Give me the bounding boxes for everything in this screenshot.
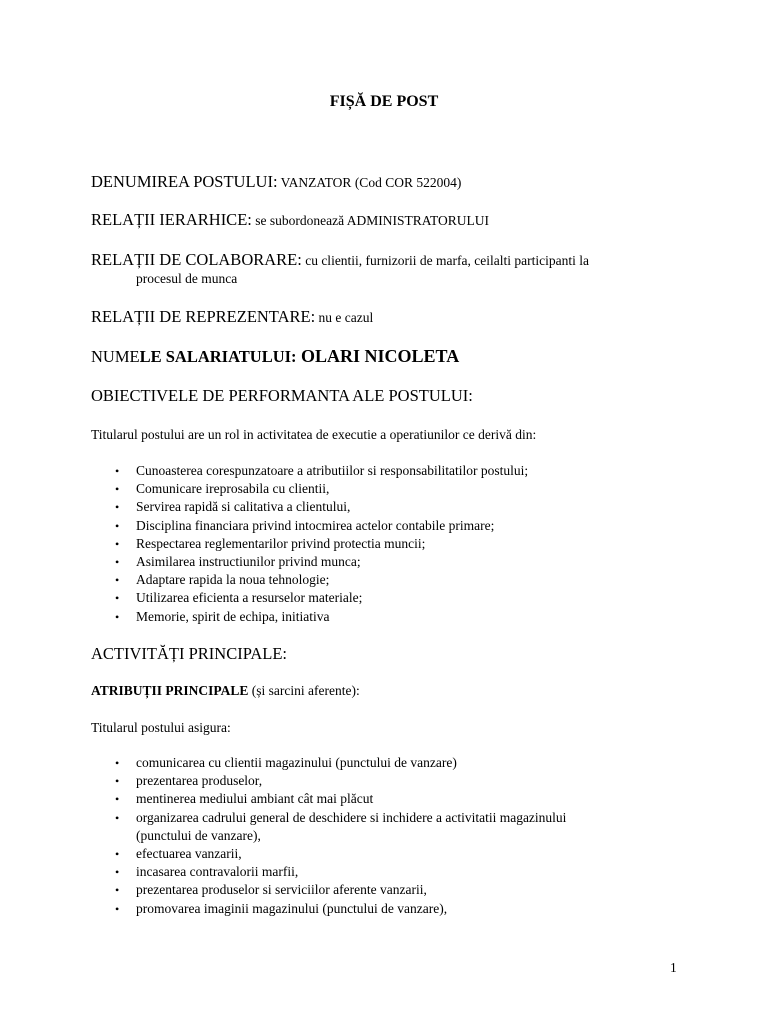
list-item: • Cunoasterea corespunzatoare a atributiilor si responsabilitatilor postului;: [91, 462, 528, 480]
bullet-icon: •: [115, 609, 120, 624]
list-item: • Adaptare rapida la noua tehnologie;: [91, 571, 528, 589]
list-item: • mentinerea mediului ambiant cât mai plăcut: [91, 790, 566, 808]
field-denumire: [91, 173, 461, 192]
bullet-icon: •: [115, 810, 120, 825]
activities-heading: ACTIVITĂȚI PRINCIPALE:: [91, 644, 288, 663]
list-item: • comunicarea cu clientii magazinului (punctului de vanzare): [91, 754, 566, 772]
bullet-icon: •: [115, 518, 120, 533]
list-item: • Memorie, spirit de echipa, initiativa: [91, 608, 528, 626]
salariat-label-normal: NUME: [91, 347, 140, 366]
bullet-icon: •: [115, 792, 120, 807]
salariat-label-bold: LE SALARIATULUI:: [139, 347, 297, 366]
list-item-continued: (punctului de vanzare),: [136, 827, 261, 843]
atributii-label-normal: (și sarcini aferente):: [248, 683, 360, 698]
objectives-heading: OBIECTIVELE DE PERFORMANTA ALE POSTULUI:: [91, 386, 473, 405]
atributii-label-bold: ATRIBUȚII PRINCIPALE: [91, 683, 249, 698]
bullet-icon: •: [115, 847, 120, 862]
field-colaborare: [91, 251, 589, 270]
reprezentare-label: RELAȚII DE REPREZENTARE:: [91, 307, 316, 326]
atributii-heading: [91, 682, 360, 700]
objectives-intro: Titularul postului are un rol in activitatea de executie a operatiunilor ce derivă din:: [91, 427, 537, 442]
bullet-icon: •: [115, 901, 120, 916]
field-reprezentare: [91, 308, 373, 327]
ierarhice-label: RELAȚII IERARHICE:: [91, 210, 252, 229]
list-item: • Disciplina financiara privind intocmirea actelor contabile primare;: [91, 517, 528, 535]
page-number: 1: [670, 960, 677, 975]
reprezentare-value: nu e cazul: [315, 310, 374, 325]
salariat-value: OLARI NICOLETA: [296, 346, 460, 366]
ierarhice-value: se subordonează ADMINISTRATORULUI: [251, 213, 489, 228]
colaborare-label: RELAȚII DE COLABORARE:: [91, 250, 302, 269]
document-title: FIȘĂ DE POST: [329, 93, 439, 110]
list-item: • promovarea imaginii magazinului (punctului de vanzare),: [91, 900, 566, 918]
list-item: • Servirea rapidă si calitativa a clientului,: [91, 498, 528, 516]
colaborare-value-continued: procesul de munca: [136, 271, 238, 286]
bullet-icon: •: [115, 774, 120, 789]
bullet-icon: •: [115, 482, 120, 497]
activities-list: [91, 754, 566, 918]
denumire-value: VANZATOR (Cod COR 522004): [277, 175, 462, 190]
list-item: • Respectarea reglementarilor privind protectia muncii;: [91, 535, 528, 553]
list-item: • prezentarea produselor si serviciilor aferente vanzarii,: [91, 881, 566, 899]
list-item: • Utilizarea eficienta a resurselor materiale;: [91, 589, 528, 607]
denumire-label: DENUMIREA POSTULUI:: [91, 172, 278, 191]
field-salariat: [91, 347, 459, 367]
bullet-icon: •: [115, 573, 120, 588]
colaborare-value: cu clientii, furnizorii de marfa, ceilalti participanti la: [301, 253, 589, 268]
bullet-icon: •: [115, 555, 120, 570]
activities-intro: Titularul postului asigura:: [91, 720, 231, 735]
list-item: • efectuarea vanzarii,: [91, 845, 566, 863]
bullet-icon: •: [115, 756, 120, 770]
list-item: • organizarea cadrului general de deschidere si inchidere a activitatii magazinului (punctului de vanzare),: [91, 809, 566, 845]
bullet-icon: •: [115, 536, 120, 551]
list-item: • Comunicare ireprosabila cu clientii,: [91, 480, 528, 498]
bullet-icon: •: [115, 883, 120, 898]
field-ierarhice: [91, 211, 489, 230]
list-item: • incasarea contravalorii marfii,: [91, 863, 566, 881]
objectives-list: [91, 462, 528, 626]
list-item: • Asimilarea instructiunilor privind munca;: [91, 553, 528, 571]
list-item: • prezentarea produselor,: [91, 772, 566, 790]
bullet-icon: •: [115, 591, 120, 606]
bullet-icon: •: [115, 464, 120, 478]
bullet-icon: •: [115, 500, 120, 515]
bullet-icon: •: [115, 865, 120, 880]
